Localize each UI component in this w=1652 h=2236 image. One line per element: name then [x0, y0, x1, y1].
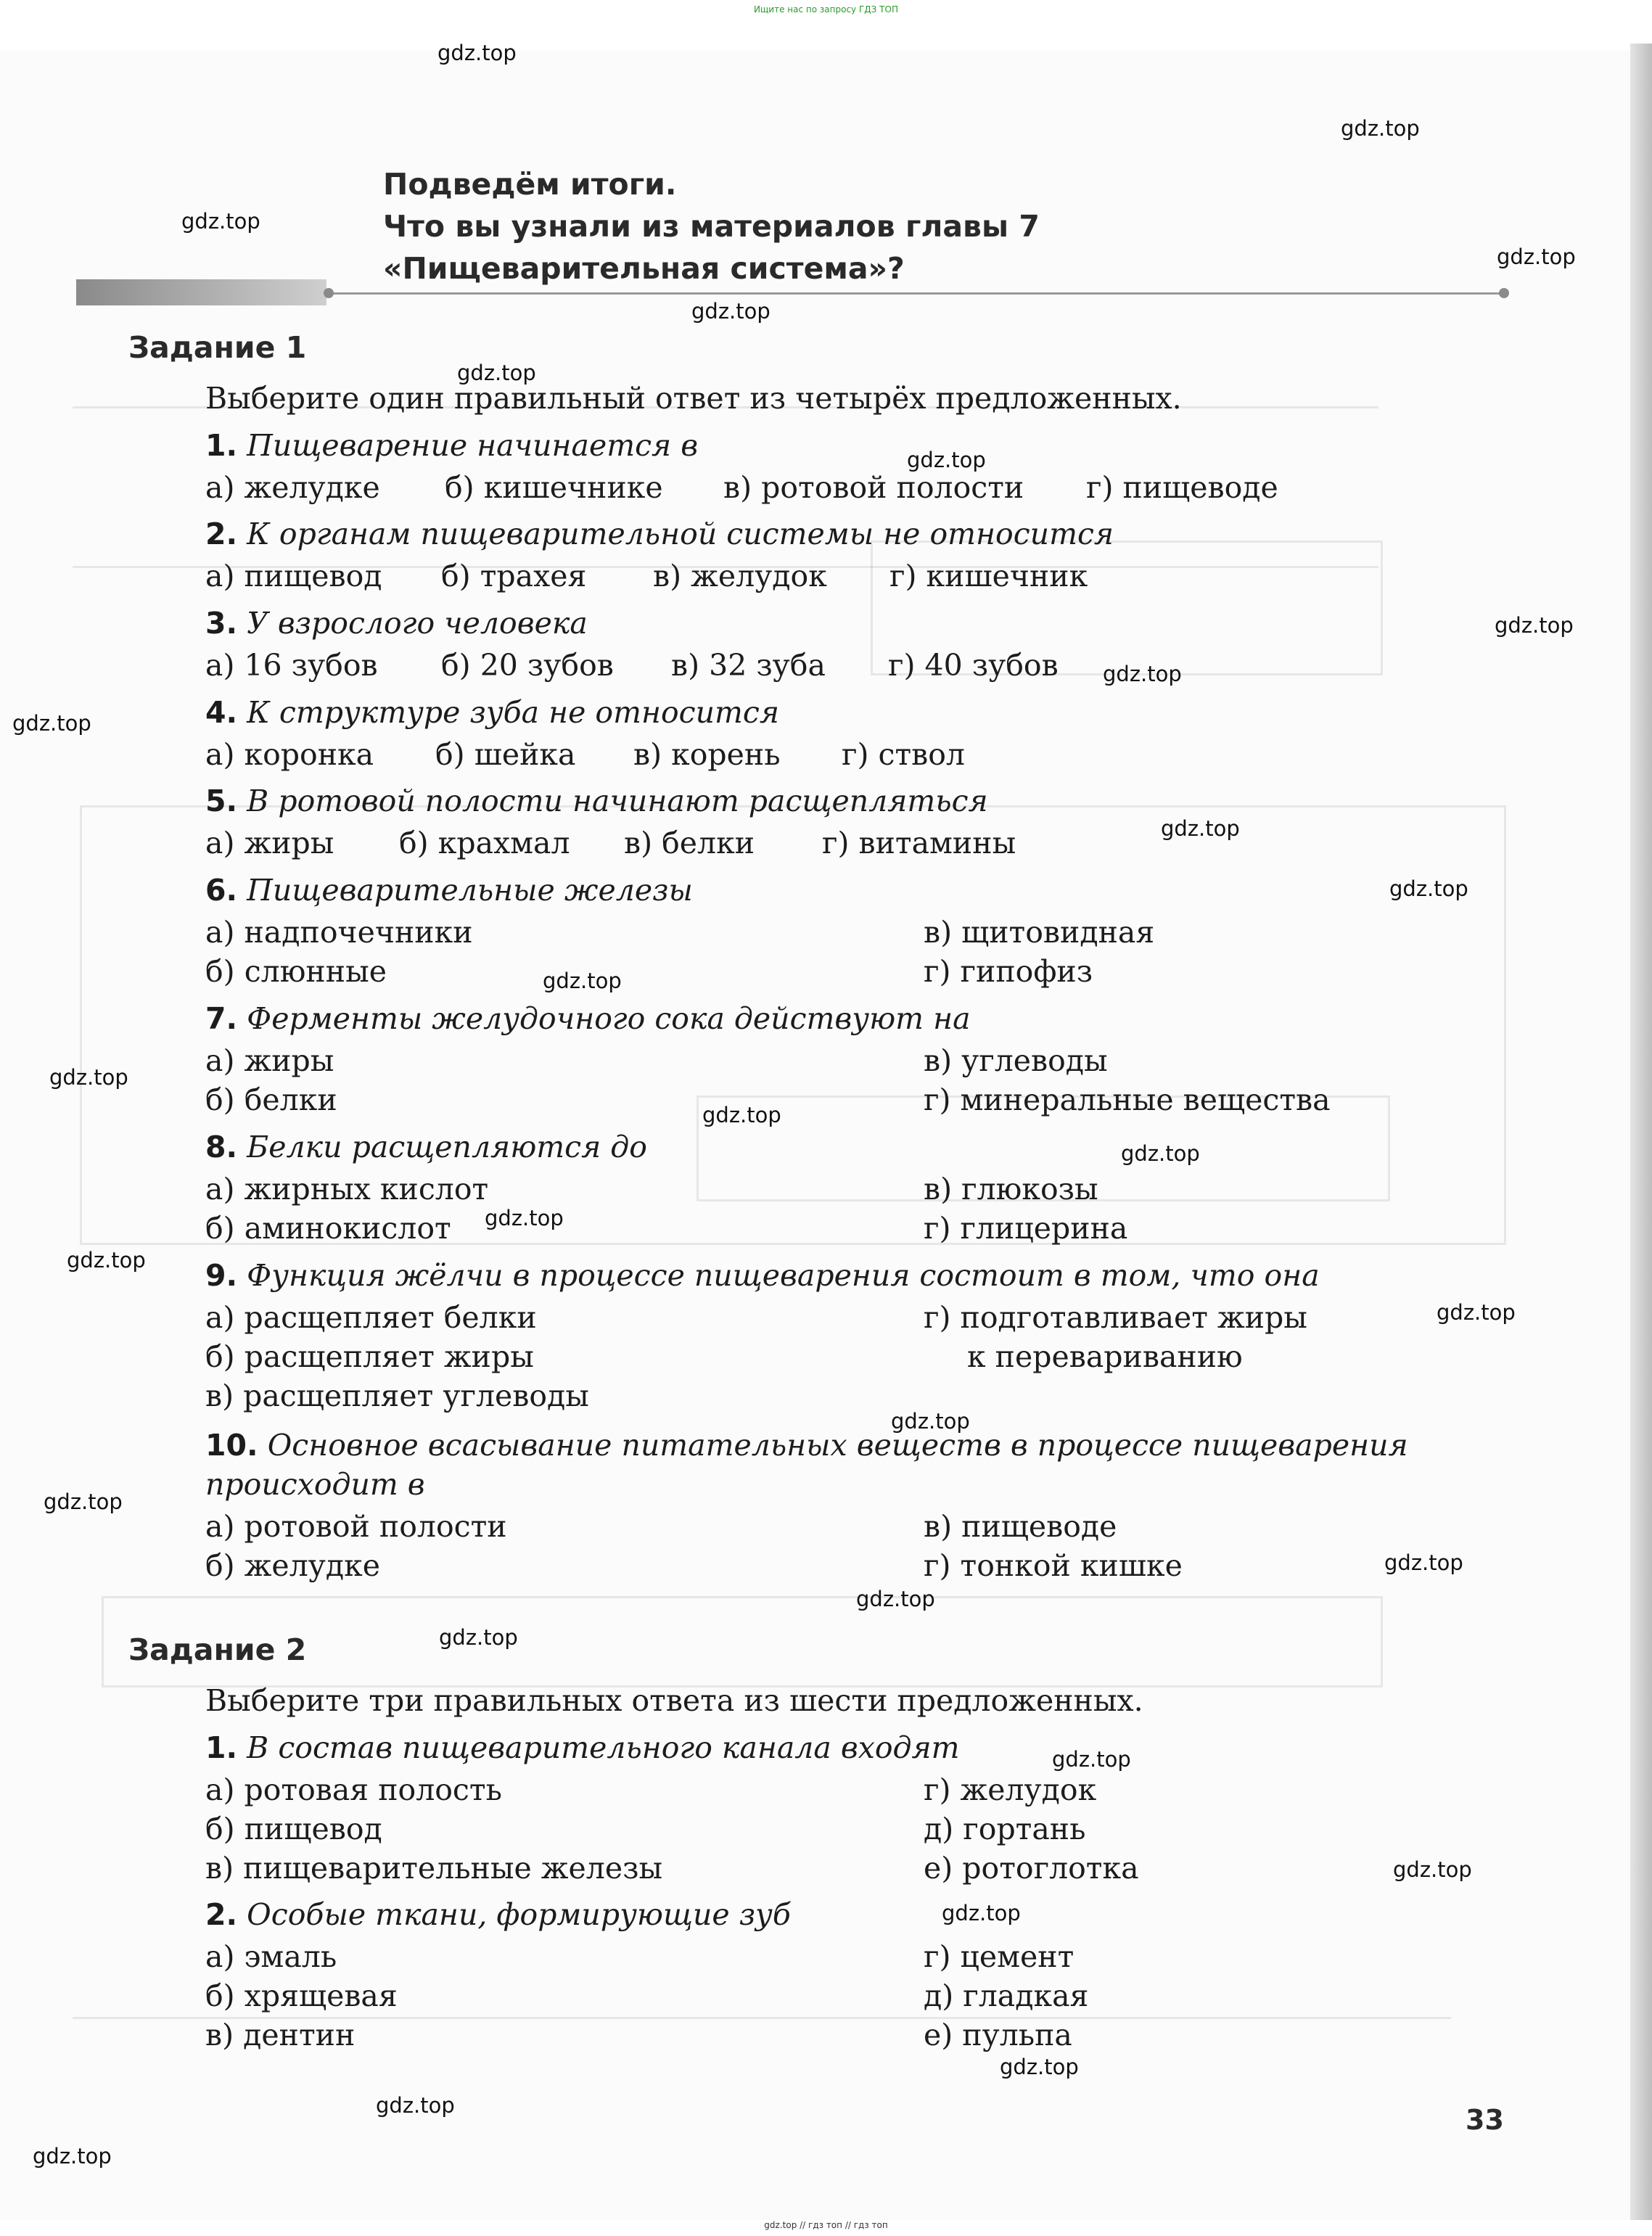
question-text: Пищеварение начинается в — [247, 428, 699, 463]
watermark: gdz.top — [1384, 1550, 1463, 1575]
question-number: 2. — [205, 1897, 238, 1932]
option: г) минеральные вещества — [924, 1082, 1331, 1117]
bottom-note: gdz.top // гдз топ // гдз топ — [764, 2220, 888, 2230]
watermark: gdz.top — [891, 1409, 970, 1434]
page-number: 33 — [1466, 2104, 1504, 2136]
task2-instruction: Выберите три правильных ответа из шести предложенных. — [205, 1683, 1143, 1718]
header-rule — [326, 292, 1502, 295]
option: в) пищеварительные железы — [205, 1851, 663, 1886]
option: г) тонкой кишке — [924, 1548, 1183, 1583]
option: в) пищеводе — [924, 1509, 1117, 1544]
option: г) цемент — [924, 1939, 1074, 1974]
option: г) кишечник — [889, 559, 1088, 593]
option: г) гипофиз — [924, 954, 1093, 989]
question-number: 1. — [205, 428, 238, 463]
option: а) 16 зубов — [205, 648, 378, 683]
question-text: У взрослого человека — [247, 606, 588, 641]
task1-heading: Задание 1 — [128, 330, 307, 365]
question-10 — [205, 1428, 1408, 1463]
question-number: 4. — [205, 695, 238, 730]
option: а) надпочечники — [205, 915, 473, 950]
watermark: gdz.top — [1393, 1857, 1472, 1882]
watermark: gdz.top — [856, 1587, 935, 1611]
question-number: 6. — [205, 873, 238, 908]
watermark: gdz.top — [691, 299, 770, 324]
watermark: gdz.top — [376, 2093, 455, 2118]
question-number: 8. — [205, 1130, 238, 1164]
question-text: Основное всасывание питательных веществ в процессе пищеварения — [267, 1428, 1408, 1463]
watermark: gdz.top — [181, 209, 260, 234]
option: в) желудок — [653, 559, 827, 593]
option: в) дентин — [205, 2018, 356, 2052]
watermark: gdz.top — [1103, 662, 1182, 686]
option: а) эмаль — [205, 1939, 337, 1974]
title-line: «Пищеварительная система»? — [383, 251, 905, 286]
watermark: gdz.top — [1437, 1300, 1516, 1325]
option: в) 32 зуба — [671, 648, 826, 683]
watermark: gdz.top — [1389, 876, 1468, 901]
option: б) желудке — [205, 1548, 380, 1583]
question-number: 9. — [205, 1258, 238, 1293]
option: в) глюкозы — [924, 1172, 1098, 1207]
question-text: Особые ткани, формирующие зуб — [247, 1897, 791, 1932]
task1-instruction: Выберите один правильный ответ из четырёх предложенных. — [205, 381, 1182, 416]
option: б) шейка — [435, 737, 576, 772]
task2-heading: Задание 2 — [128, 1632, 307, 1667]
option: б) 20 зубов — [441, 648, 614, 683]
question-2 — [205, 517, 1114, 551]
option: б) белки — [205, 1082, 337, 1117]
option: г) глицерина — [924, 1211, 1128, 1246]
option: а) ротовой полости — [205, 1509, 507, 1544]
option: а) жиры — [205, 826, 334, 860]
page-title — [383, 163, 1040, 289]
option: г) витамины — [822, 826, 1016, 860]
question-text: Функция жёлчи в процессе пищеварения состоит в том, что она — [247, 1258, 1320, 1293]
option: а) жиры — [205, 1043, 334, 1078]
watermark: gdz.top — [942, 1901, 1021, 1925]
option: б) трахея — [441, 559, 587, 593]
option: д) гортань — [924, 1812, 1086, 1846]
option-continued: к перевариванию — [967, 1339, 1243, 1374]
question-number: 2. — [205, 517, 238, 551]
watermark: gdz.top — [437, 41, 517, 65]
question-text: Ферменты желудочного сока действуют на — [247, 1001, 971, 1036]
option: б) аминокислот — [205, 1211, 451, 1246]
option: е) ротоглотка — [924, 1851, 1139, 1886]
question-text: К органам пищеварительной системы не относится — [247, 517, 1114, 551]
option: б) расщепляет жиры — [205, 1339, 534, 1374]
question-8 — [205, 1130, 647, 1164]
option: а) пищевод — [205, 559, 382, 593]
option: б) кишечнике — [445, 470, 663, 505]
header-rule-dot — [324, 288, 334, 298]
question-9 — [205, 1258, 1320, 1293]
question-number: 10. — [205, 1428, 258, 1463]
option: б) хрящевая — [205, 1978, 398, 2013]
option: в) расщепляет углеводы — [205, 1378, 589, 1413]
option: б) слюнные — [205, 954, 387, 989]
option: в) щитовидная — [924, 915, 1155, 950]
question-7 — [205, 1001, 971, 1036]
option: г) желудок — [924, 1772, 1097, 1807]
top-note: Ищите нас по запросу ГДЗ ТОП — [754, 4, 898, 15]
header-bar — [76, 279, 326, 305]
watermark: gdz.top — [1495, 613, 1574, 638]
question-text: К структуре зуба не относится — [247, 695, 780, 730]
option: е) пульпа — [924, 2018, 1072, 2052]
watermark: gdz.top — [1052, 1747, 1131, 1772]
watermark: gdz.top — [457, 361, 536, 385]
question-1 — [205, 428, 698, 463]
watermark: gdz.top — [1121, 1141, 1200, 1166]
watermark: gdz.top — [1497, 244, 1576, 269]
question-number: 3. — [205, 606, 238, 641]
question-number: 5. — [205, 784, 238, 818]
watermark: gdz.top — [702, 1103, 781, 1127]
question-text: Белки расщепляются до — [247, 1130, 647, 1164]
page-edge-shadow — [1630, 44, 1652, 2220]
watermark: gdz.top — [1000, 2055, 1079, 2079]
watermark: gdz.top — [1341, 116, 1420, 141]
question-number: 1. — [205, 1730, 238, 1765]
option: г) ствол — [842, 737, 965, 772]
header-rule-dot — [1499, 288, 1509, 298]
option: а) расщепляет белки — [205, 1300, 537, 1335]
watermark: gdz.top — [485, 1206, 564, 1230]
watermark: gdz.top — [44, 1489, 123, 1514]
option: а) желудке — [205, 470, 380, 505]
watermark: gdz.top — [67, 1248, 146, 1273]
title-line: Что вы узнали из материалов главы 7 — [383, 209, 1040, 244]
question-text: В состав пищеварительного канала входят — [247, 1730, 960, 1765]
option: б) крахмал — [399, 826, 570, 860]
title-line: Подведём итоги. — [383, 167, 677, 202]
question-4 — [205, 695, 779, 730]
option: в) ротовой полости — [723, 470, 1024, 505]
watermark: gdz.top — [12, 711, 91, 736]
watermark: gdz.top — [49, 1065, 128, 1090]
question-5 — [205, 784, 988, 818]
option: д) гладкая — [924, 1978, 1089, 2013]
question-text-continued: происходит в — [205, 1467, 425, 1502]
task2-question-1 — [205, 1730, 960, 1765]
option: в) белки — [624, 826, 755, 860]
question-text: Пищеварительные железы — [247, 873, 693, 908]
question-3 — [205, 606, 588, 641]
question-number: 7. — [205, 1001, 238, 1036]
watermark: gdz.top — [33, 2144, 112, 2169]
question-text: В ротовой полости начинают расщепляться — [247, 784, 988, 818]
task2-question-2 — [205, 1897, 791, 1932]
watermark: gdz.top — [439, 1625, 518, 1650]
watermark: gdz.top — [907, 448, 986, 472]
watermark: gdz.top — [543, 969, 622, 993]
option: г) подготавливает жиры — [924, 1300, 1307, 1335]
option: г) пищеводе — [1086, 470, 1278, 505]
option: г) 40 зубов — [888, 648, 1059, 683]
option: в) корень — [633, 737, 781, 772]
option: а) коронка — [205, 737, 374, 772]
watermark: gdz.top — [1161, 816, 1240, 841]
option: б) пищевод — [205, 1812, 382, 1846]
question-6 — [205, 873, 693, 908]
option: а) ротовая полость — [205, 1772, 502, 1807]
option: в) углеводы — [924, 1043, 1108, 1078]
option: а) жирных кислот — [205, 1172, 489, 1207]
